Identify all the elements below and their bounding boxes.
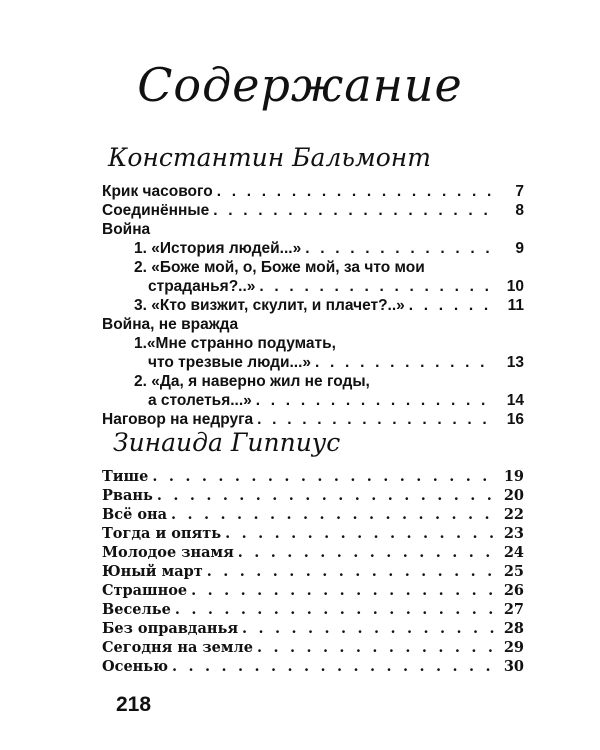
toc-entry-page: 13 — [506, 354, 524, 371]
toc-entry[interactable] — [102, 525, 524, 544]
toc-entry[interactable] — [102, 506, 524, 525]
toc-entry-title: что трезвые люди...» — [148, 354, 312, 371]
toc-entry-page: 29 — [503, 639, 524, 656]
toc-entry-title: Веселье — [102, 601, 171, 618]
dot-leader — [171, 506, 494, 523]
dot-leader — [191, 582, 494, 599]
toc-entry[interactable] — [102, 544, 524, 563]
toc-entry-title: Юный март — [102, 563, 203, 580]
dot-leader — [152, 468, 494, 485]
toc-entry-page: 11 — [507, 297, 524, 314]
page-number: 218 — [116, 693, 152, 716]
toc-entry[interactable] — [102, 658, 524, 677]
toc-entry-title: 1.«Мне странно подумать, — [134, 335, 336, 352]
toc-entry-page: 7 — [515, 183, 524, 200]
dot-leader — [225, 525, 494, 542]
toc-entry-title: Наговор на недруга — [102, 411, 254, 428]
toc-entry-page: 26 — [503, 582, 524, 599]
toc-entry[interactable] — [102, 582, 524, 601]
author-heading-gippius: Зинаида Гиппиус — [113, 428, 341, 457]
toc-entry[interactable] — [102, 620, 524, 639]
dot-leader — [257, 639, 494, 656]
toc-entry[interactable] — [102, 468, 524, 487]
toc-entry[interactable] — [102, 354, 524, 373]
toc-entry-page: 8 — [515, 202, 524, 219]
toc-section-balmont — [102, 183, 524, 430]
toc-entry-title: а столетья...» — [148, 392, 252, 409]
toc-entry[interactable] — [102, 563, 524, 582]
dot-leader — [409, 297, 494, 315]
dot-leader — [305, 240, 494, 258]
toc-entry-first-line[interactable] — [102, 373, 524, 392]
toc-entry-title: Крик часового — [102, 183, 213, 200]
toc-entry-title: Молодое знамя — [102, 544, 234, 561]
toc-entry-title: Без оправданья — [102, 620, 239, 637]
dot-leader — [259, 278, 494, 296]
toc-entry-title: 1. «История людей...» — [134, 240, 302, 257]
toc-entry-title: 2. «Боже мой, о, Боже мой, за что мои — [134, 259, 425, 276]
dot-leader — [175, 601, 494, 618]
dot-leader — [238, 544, 494, 561]
toc-entry-page: 10 — [506, 278, 524, 295]
toc-entry-title: Война — [102, 221, 151, 238]
toc-entry-title: 3. «Кто визжит, скулит, и плачет?..» — [134, 297, 405, 314]
toc-entry[interactable] — [102, 601, 524, 620]
toc-entry[interactable] — [102, 240, 524, 259]
toc-entry-title: страданья?..» — [148, 278, 256, 295]
toc-entry-title: Война, не вражда — [102, 316, 239, 333]
toc-entry-title: Соединённые — [102, 202, 210, 219]
toc-entry[interactable] — [102, 487, 524, 506]
toc-entry[interactable] — [102, 639, 524, 658]
toc-entry[interactable] — [102, 202, 524, 221]
toc-entry-page: 16 — [506, 411, 524, 428]
toc-entry-page: 28 — [503, 620, 524, 637]
dot-leader — [257, 411, 494, 429]
toc-entry[interactable] — [102, 392, 524, 411]
toc-entry-first-line[interactable] — [102, 335, 524, 354]
dot-leader — [242, 620, 494, 637]
toc-entry-title: Всё она — [102, 506, 168, 523]
toc-entry-page: 22 — [503, 506, 524, 523]
toc-entry-title: Сегодня на земле — [102, 639, 253, 656]
dot-leader — [207, 563, 494, 580]
dot-leader — [157, 487, 494, 504]
toc-entry-page: 19 — [503, 468, 524, 485]
dot-leader — [217, 183, 494, 201]
toc-entry[interactable] — [102, 278, 524, 297]
dot-leader — [315, 354, 494, 372]
dot-leader — [172, 658, 494, 675]
toc-group-heading — [102, 316, 524, 335]
toc-entry-first-line[interactable] — [102, 259, 524, 278]
toc-entry-page: 14 — [506, 392, 524, 409]
toc-group-heading — [102, 221, 524, 240]
toc-entry-page: 9 — [515, 240, 524, 257]
toc-entry[interactable] — [102, 183, 524, 202]
toc-entry-title: Рвань — [102, 487, 153, 504]
author-heading-balmont: Константин Бальмонт — [108, 143, 431, 172]
toc-entry-page: 24 — [503, 544, 524, 561]
dot-leader — [256, 392, 494, 410]
toc-entry-page: 20 — [503, 487, 524, 504]
toc-entry-page: 25 — [503, 563, 524, 580]
toc-entry-title: 2. «Да, я наверно жил не годы, — [134, 373, 370, 390]
dot-leader — [213, 202, 494, 220]
toc-entry-title: Страшное — [102, 582, 188, 599]
toc-entry-page: 27 — [503, 601, 524, 618]
toc-entry-page: 30 — [503, 658, 524, 675]
toc-entry-title: Тогда и опять — [102, 525, 222, 542]
toc-entry-title: Осенью — [102, 658, 169, 675]
toc-entry[interactable] — [102, 297, 524, 316]
page-title: Содержание — [137, 58, 463, 112]
toc-entry-page: 23 — [503, 525, 524, 542]
toc-section-gippius — [102, 468, 524, 677]
toc-entry-title: Тише — [102, 468, 149, 485]
